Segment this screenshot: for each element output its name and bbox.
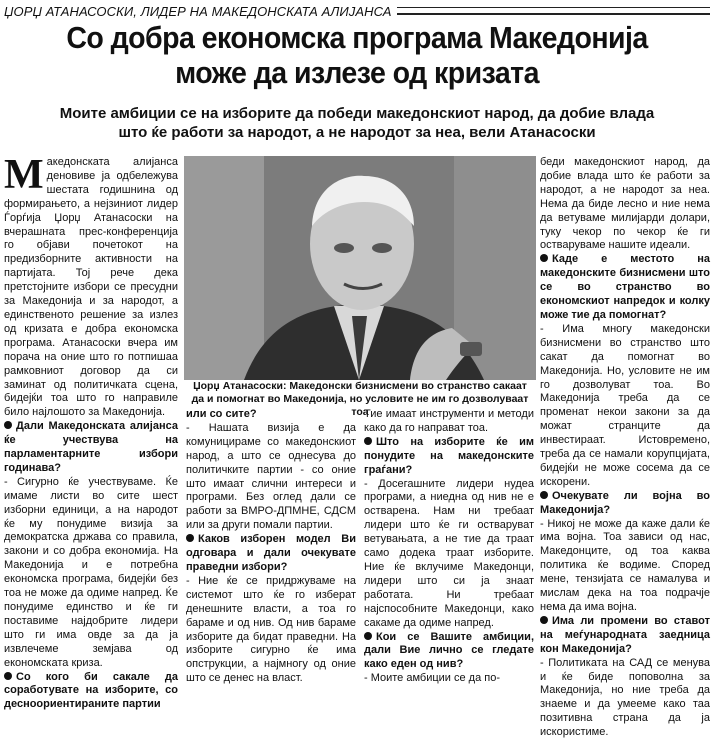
question	[540, 490, 710, 518]
photo-caption: Џорџ Атанасоски: Македонски бизнисмени во странство сакаат да и помогнат во Македонија, но условите не им го дозволуваат тоа	[191, 380, 529, 418]
kicker-text: ЏОРЏ АТАНАСОСКИ, ЛИДЕР НА МАКЕДОНСКАТА АЛИЈАНСА	[4, 3, 392, 19]
question	[540, 253, 710, 323]
kicker-bar	[4, 2, 710, 20]
bullet-icon	[186, 534, 194, 542]
bullet-icon	[364, 632, 372, 640]
question	[4, 671, 178, 713]
bullet-icon	[4, 672, 12, 680]
deck	[20, 104, 694, 142]
lead-text: акедонската алијанса деновиве ја одбележува шестата годишнина од формирањето, а нејзиниот лидер Ѓорѓија Џорџ Атанасоски на вчерашната прес-конференција го објави почетокот на предизборните активности на партијата. Тој рече дека претстојните избори се пресудни за Македонија и за народот, а единственото решение за излез од кризата е добра економска програма. Атанасоски вчера им порача на оние што го потпишаа рамковниот договор да си заминат од политичката сцена, бидејќи тоа што го направиле било најлошото за Македонија.	[4, 156, 178, 419]
answer: - Нашата визија е да комуницираме со македонскиот народ, а што се однесува до политичките партии - со оние што имаат слични интереси и програми. Без оглед дали се работи за ВМРО-ДПМНЕ, СДСМ или за други помали партии.	[186, 421, 356, 532]
deck-line-1: Моите амбиции се на изборите да победи македонскиот народ, да добие влада	[59, 105, 655, 122]
bullet-icon	[540, 616, 548, 624]
answer: - Моите амбиции се да по-	[364, 672, 501, 685]
portrait-illustration	[184, 156, 536, 380]
question-text: Кои се Вашите амбиции, дали Вие лично се гледате како еден од нив?	[364, 630, 534, 671]
question-text: Дали Македонската алијанса ќе учествува на парламентарните избори годинава?	[4, 420, 178, 474]
question-continued: или со сите?	[186, 408, 257, 420]
article-column-3	[364, 408, 534, 685]
answer: - Сигурно ќе учествуваме. Ќе имаме листи во сите шест изборни единици, а на народот ќе му понудиме визија за демократска држава со правила, закони и со добра економија. На Македонија и е потребна економска програма, бидејќи без тоа не може да одиме напред. Ќе понудиме единство и ќе ги поставиме најдобрите лидери што ги има овде за да ја извлечеме земјава од економската криза.	[4, 475, 178, 669]
question-text: Каде е местото на македонските бизнисмени што се во странство во економскиот напредок и колку може тие да помогнат?	[540, 253, 710, 321]
answer-continued: беди македонскиот народ, да добие влада што ќе работи за народот, а не народот за неа. Нема да биде лесно и ние нема да ветуваме милијарди долари, туку чекор по чекор ќе ги остваруваме нашите идеали.	[540, 156, 710, 252]
bullet-icon	[364, 437, 372, 445]
deck-line-2: што ќе работи за народот, а не народот за неа, вели Атанасоски	[118, 124, 596, 141]
article-column-4	[540, 156, 710, 739]
article-column-2	[186, 408, 356, 685]
answer-continued: Тие имаат инструменти и методи како да го направат тоа.	[364, 408, 534, 434]
headline	[38, 20, 676, 90]
question-text: Каков изборен модел Ви одговара и дали очекувате праведни избори?	[186, 533, 356, 573]
kicker-rule	[397, 7, 710, 15]
answer: - Има многу македонски бизнисмени во странство што сакат да помогнат во Македонија. Но, условите не им го дозволуват тоа. Во Македонија треба да се променат некои закони за да можат странците да инвестираат. Истовремено, треба да се намали корупцијата, бидејќи не може сосема да се искорени.	[540, 322, 710, 488]
article-column-1	[4, 152, 178, 711]
answer: - Досегашните лидери нудеа програми, а ниедна од нив не е остварена. Нам ни требаат лидери што ќе ги остваруват ветувањата, а не тие да траат само додека траат изборите. Ние ќе вклучиме Македонци, лидери што си ја знаат работата. Ни требаат најспособните Македонци, како сакаме да одиме напред.	[364, 477, 534, 629]
lead-paragraph	[4, 152, 178, 420]
drop-cap: М	[4, 152, 44, 198]
question	[364, 436, 534, 478]
portrait-photo	[184, 156, 536, 380]
headline-line-2: може да излезе од кризата	[175, 55, 539, 90]
question	[364, 631, 534, 673]
answer: - Политиката на САД се менува и ќе биде поповолна за Македонија, но ние треба да знаеме и да умееме како таа позитивна страна да ја искористиме.	[540, 656, 710, 739]
question-text: Има ли промени во ставот на меѓународната заедница кон Македонија?	[540, 614, 710, 655]
bullet-icon	[4, 421, 12, 429]
question-text: Очекувате ли војна во Македонија?	[540, 489, 710, 516]
answer: - Ние ќе се придржуваме на системот што ќе го изберат денешните власти, а тоа го бараме и од нив. Од нив бараме изборите да бидат праведни. На изборите сигурно ќе има опструкции, а најмногу од оние што се денес на власт.	[186, 574, 356, 685]
question-text: Што на изборите ќе им понудите на македонските граѓани?	[364, 435, 534, 476]
bullet-icon	[540, 491, 548, 499]
question-text: Со кого би сакале да соработувате на изборите, со десноориентираните партии	[4, 670, 178, 711]
bullet-icon	[540, 254, 548, 262]
question	[4, 420, 178, 476]
question	[186, 533, 356, 575]
headline-line-1: Со добра економска програма Македонија	[66, 20, 648, 55]
question	[540, 615, 710, 657]
answer: - Никој не може да каже дали ќе има војна. Тоа зависи од нас, Македонците, од тоа каква политика ќе водиме. Според мене, тензијата се намалува и мислам дека на тоа подрачје нема да има војна.	[540, 517, 710, 613]
